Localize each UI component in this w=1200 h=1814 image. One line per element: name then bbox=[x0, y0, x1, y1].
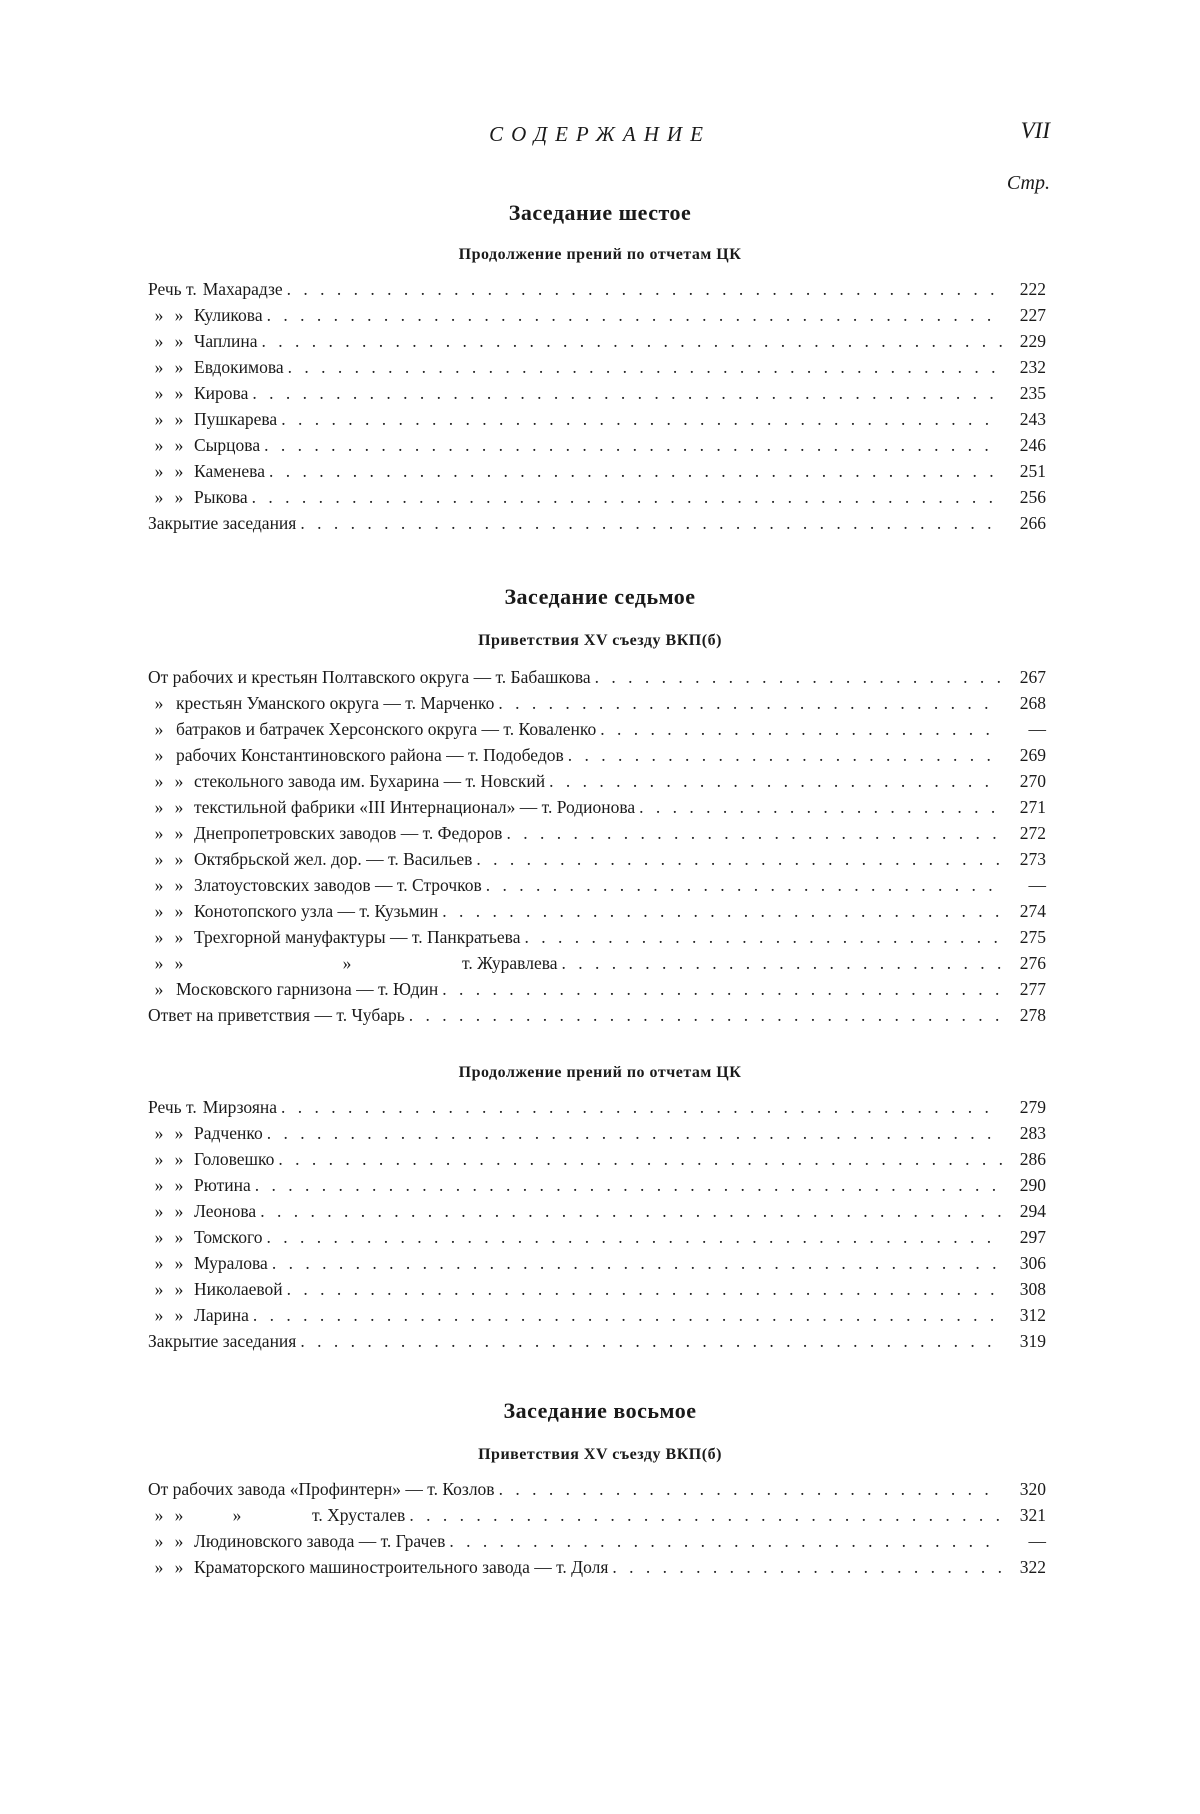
page-ref: 322 bbox=[1019, 1557, 1046, 1577]
running-title: СОДЕРЖАНИЕ bbox=[489, 122, 711, 146]
ditto-mark: » bbox=[174, 331, 184, 351]
toc-entry bbox=[148, 1094, 1046, 1120]
entry-title: Пушкарева bbox=[194, 409, 278, 429]
ditto-mark: » bbox=[154, 487, 164, 507]
page-ref: 321 bbox=[1019, 1505, 1046, 1525]
dot-leader bbox=[405, 1002, 1002, 1028]
ditto-mark: » bbox=[154, 435, 164, 455]
toc-entry bbox=[148, 1554, 1046, 1580]
toc-entry bbox=[148, 898, 1046, 924]
ditto-mark: » bbox=[154, 1175, 164, 1195]
dot-leader bbox=[591, 664, 1002, 690]
toc-entry bbox=[148, 432, 1046, 458]
page-ref: 286 bbox=[1019, 1149, 1046, 1169]
ditto-mark: » bbox=[174, 1253, 184, 1273]
toc-entry bbox=[148, 354, 1046, 380]
page-ref: 272 bbox=[1019, 823, 1046, 843]
entry-title: Московского гарнизона — т. Юдин bbox=[176, 979, 439, 999]
entry-title: Каменева bbox=[194, 461, 265, 481]
ditto-mark: » bbox=[174, 1149, 184, 1169]
entry-title: батраков и батрачек Херсонского округа — т. Коваленко bbox=[176, 719, 597, 739]
entry-title: Рыкова bbox=[194, 487, 248, 507]
entry-title: Закрытие заседания bbox=[148, 513, 297, 533]
page-ref: 275 bbox=[1019, 927, 1046, 947]
ditto-mark: » bbox=[154, 1149, 164, 1169]
page-ref: 269 bbox=[1019, 745, 1046, 765]
dot-leader bbox=[284, 354, 1002, 380]
ditto-mark: » bbox=[154, 357, 164, 377]
ditto-mark: » bbox=[154, 979, 164, 999]
entry-title: Евдокимова bbox=[194, 357, 284, 377]
dot-leader bbox=[502, 820, 1002, 846]
page-ref: 306 bbox=[1019, 1253, 1046, 1273]
ditto-mark: » bbox=[174, 435, 184, 455]
ditto-mark: » bbox=[174, 849, 184, 869]
ditto-mark: » bbox=[174, 901, 184, 921]
entry-title: Рютина bbox=[194, 1175, 251, 1195]
toc-entry bbox=[148, 380, 1046, 406]
page-ref: 227 bbox=[1019, 305, 1046, 325]
dot-leader bbox=[482, 872, 1002, 898]
subsection-title: Приветствия XV съезду ВКП(б) bbox=[478, 1446, 722, 1463]
toc-entry bbox=[148, 690, 1046, 716]
ditto-mark: » bbox=[174, 357, 184, 377]
toc-entry bbox=[148, 976, 1046, 1002]
ditto-mark: » bbox=[154, 953, 164, 973]
ditto-mark: » bbox=[154, 461, 164, 481]
page-ref: 235 bbox=[1019, 383, 1046, 403]
entry-title: Махарадзе bbox=[202, 279, 283, 299]
ditto-mark: » bbox=[154, 719, 164, 739]
dot-leader bbox=[265, 458, 1002, 484]
page-ref: 312 bbox=[1019, 1305, 1046, 1325]
ditto-mark: » bbox=[154, 1253, 164, 1273]
toc-entry bbox=[148, 794, 1046, 820]
entry-title: Людиновского завода — т. Грачев bbox=[194, 1531, 446, 1551]
page-ref: 268 bbox=[1019, 693, 1046, 713]
page-ref: — bbox=[1028, 719, 1046, 739]
page-ref: 276 bbox=[1019, 953, 1046, 973]
ditto-mark: » bbox=[174, 797, 184, 817]
entry-title: стекольного завода им. Бухарина — т. Новский bbox=[194, 771, 546, 791]
toc-entry bbox=[148, 510, 1046, 536]
ditto-mark: » bbox=[154, 1123, 164, 1143]
page-ref: — bbox=[1028, 875, 1046, 895]
entry-title: Закрытие заседания bbox=[148, 1331, 297, 1351]
ditto-mark: » bbox=[154, 1557, 164, 1577]
dot-leader bbox=[296, 1328, 1002, 1354]
entry-title: Муралова bbox=[194, 1253, 268, 1273]
entry-title: Конотопского узла — т. Кузьмин bbox=[194, 901, 439, 921]
toc-entry bbox=[148, 716, 1046, 742]
ditto-mark: » bbox=[154, 1505, 164, 1525]
dot-leader bbox=[248, 380, 1002, 406]
page-ref: 290 bbox=[1019, 1175, 1046, 1195]
toc-entry bbox=[148, 1302, 1046, 1328]
entry-title: Головешко bbox=[194, 1149, 275, 1169]
ditto-mark: » bbox=[174, 1175, 184, 1195]
page-ref: 251 bbox=[1019, 461, 1046, 481]
dot-leader bbox=[558, 950, 1002, 976]
entry-title: От рабочих и крестьян Полтавского округа — т. Бабашкова bbox=[148, 667, 591, 687]
page-ref: — bbox=[1028, 1531, 1046, 1551]
dot-leader bbox=[258, 328, 1002, 354]
ditto-mark: » bbox=[154, 305, 164, 325]
toc-entry bbox=[148, 406, 1046, 432]
page-ref: 243 bbox=[1019, 409, 1046, 429]
toc-list bbox=[148, 1094, 1046, 1354]
toc-entry bbox=[148, 1250, 1046, 1276]
toc-entry bbox=[148, 1224, 1046, 1250]
toc-entry bbox=[148, 1476, 1046, 1502]
entry-title: Чаплина bbox=[194, 331, 258, 351]
dot-leader bbox=[494, 690, 1002, 716]
dot-leader bbox=[251, 1172, 1002, 1198]
ditto-mark: » bbox=[154, 927, 164, 947]
dot-leader bbox=[268, 1250, 1002, 1276]
entry-title: Октябрьской жел. дор. — т. Васильев bbox=[194, 849, 473, 869]
ditto-mark: » bbox=[174, 875, 184, 895]
entry-title: Мирзояна bbox=[202, 1097, 278, 1117]
entry-prefix: Речь т. bbox=[148, 1097, 197, 1117]
ditto-mark: » bbox=[174, 771, 184, 791]
entry-title: Трехгорной мануфактуры — т. Панкратьева bbox=[194, 927, 521, 947]
page-ref: 256 bbox=[1019, 487, 1046, 507]
ditto-mark: » bbox=[174, 1123, 184, 1143]
ditto-mark: » bbox=[232, 1505, 242, 1525]
page-ref: 267 bbox=[1019, 667, 1046, 687]
ditto-mark: » bbox=[174, 823, 184, 843]
page-ref: 278 bbox=[1019, 1005, 1046, 1025]
page-ref: 273 bbox=[1019, 849, 1046, 869]
toc-entry bbox=[148, 846, 1046, 872]
toc-list bbox=[148, 1476, 1046, 1580]
toc-entry bbox=[148, 1172, 1046, 1198]
ditto-mark: » bbox=[174, 927, 184, 947]
entry-title: Златоустовских заводов — т. Строчков bbox=[194, 875, 482, 895]
dot-leader bbox=[635, 794, 1002, 820]
entry-title: Радченко bbox=[194, 1123, 263, 1143]
dot-leader bbox=[564, 742, 1002, 768]
toc-list bbox=[148, 276, 1046, 536]
subsection-title: Продолжение прений по отчетам ЦК bbox=[458, 246, 742, 263]
ditto-mark: » bbox=[154, 823, 164, 843]
dot-leader bbox=[495, 1476, 1002, 1502]
page-ref: 320 bbox=[1019, 1479, 1046, 1499]
dot-leader bbox=[248, 484, 1002, 510]
dot-leader bbox=[520, 924, 1002, 950]
dot-leader bbox=[438, 898, 1002, 924]
page-ref: 308 bbox=[1019, 1279, 1046, 1299]
toc-entry bbox=[148, 664, 1046, 690]
ditto-mark: » bbox=[174, 305, 184, 325]
ditto-mark: » bbox=[154, 797, 164, 817]
dot-leader bbox=[545, 768, 1002, 794]
entry-title: Днепропетровских заводов — т. Федоров bbox=[194, 823, 503, 843]
toc-entry bbox=[148, 950, 1046, 976]
ditto-mark: » bbox=[154, 745, 164, 765]
page-ref: 277 bbox=[1019, 979, 1046, 999]
ditto-mark: » bbox=[174, 1201, 184, 1221]
ditto-mark: » bbox=[174, 487, 184, 507]
entry-title: Краматорского машиностроительного завода — т. Доля bbox=[194, 1557, 609, 1577]
toc-entry bbox=[148, 1198, 1046, 1224]
ditto-mark: » bbox=[174, 1279, 184, 1299]
entry-title: текстильной фабрики «III Интернационал» — т. Родионова bbox=[194, 797, 636, 817]
toc-entry bbox=[148, 1502, 1046, 1528]
dot-leader bbox=[277, 1094, 1002, 1120]
entry-title: крестьян Уманского округа — т. Марченко bbox=[176, 693, 495, 713]
pages-column-label: Стр. bbox=[1006, 172, 1050, 194]
page-ref: 271 bbox=[1019, 797, 1046, 817]
dot-leader bbox=[274, 1146, 1002, 1172]
dot-leader bbox=[283, 276, 1002, 302]
toc-entry bbox=[148, 1120, 1046, 1146]
ditto-mark: » bbox=[174, 1557, 184, 1577]
entry-title: Сырцова bbox=[194, 435, 261, 455]
toc-entry bbox=[148, 1146, 1046, 1172]
ditto-mark: » bbox=[342, 953, 352, 973]
page-ref: 229 bbox=[1019, 331, 1046, 351]
entry-title: Куликова bbox=[194, 305, 263, 325]
ditto-mark: » bbox=[174, 1227, 184, 1247]
entry-title: Николаевой bbox=[194, 1279, 283, 1299]
entry-title: Кирова bbox=[194, 383, 249, 403]
dot-leader bbox=[263, 1224, 1003, 1250]
entry-title: рабочих Константиновского района — т. Подобедов bbox=[176, 745, 564, 765]
dot-leader bbox=[296, 510, 1002, 536]
dot-leader bbox=[445, 1528, 1002, 1554]
toc-entry bbox=[148, 484, 1046, 510]
entry-title: Ответ на приветствия — т. Чубарь bbox=[148, 1005, 405, 1025]
ditto-mark: » bbox=[154, 1227, 164, 1247]
entry-title: т. Хрусталев bbox=[312, 1505, 406, 1525]
ditto-mark: » bbox=[154, 1531, 164, 1551]
dot-leader bbox=[277, 406, 1002, 432]
toc-entry bbox=[148, 768, 1046, 794]
page-ref: 222 bbox=[1019, 279, 1046, 299]
dot-leader bbox=[283, 1276, 1002, 1302]
toc-entry bbox=[148, 328, 1046, 354]
ditto-mark: » bbox=[154, 1305, 164, 1325]
ditto-mark: » bbox=[174, 409, 184, 429]
page-ref: 294 bbox=[1019, 1201, 1046, 1221]
toc-entry bbox=[148, 302, 1046, 328]
dot-leader bbox=[438, 976, 1002, 1002]
dot-leader bbox=[608, 1554, 1002, 1580]
entry-title: Леонова bbox=[194, 1201, 257, 1221]
toc-entry bbox=[148, 820, 1046, 846]
section-title-7: Заседание седьмое bbox=[504, 584, 696, 609]
ditto-mark: » bbox=[154, 771, 164, 791]
ditto-mark: » bbox=[154, 875, 164, 895]
page-ref: 297 bbox=[1019, 1227, 1046, 1247]
toc-entry bbox=[148, 742, 1046, 768]
toc-entry bbox=[148, 1002, 1046, 1028]
page-ref: 232 bbox=[1019, 357, 1046, 377]
toc-entry bbox=[148, 1528, 1046, 1554]
page-ref: 283 bbox=[1019, 1123, 1046, 1143]
dot-leader bbox=[263, 1120, 1002, 1146]
page-ref: 319 bbox=[1019, 1331, 1046, 1351]
page-number: VII bbox=[1020, 118, 1050, 143]
ditto-mark: » bbox=[174, 1305, 184, 1325]
ditto-mark: » bbox=[174, 953, 184, 973]
page-ref: 274 bbox=[1019, 901, 1046, 921]
section-title-6: Заседание шестое bbox=[508, 200, 692, 225]
toc-entry bbox=[148, 276, 1046, 302]
page-ref: 279 bbox=[1019, 1097, 1046, 1117]
ditto-mark: » bbox=[154, 901, 164, 921]
ditto-mark: » bbox=[154, 383, 164, 403]
toc-entry bbox=[148, 1328, 1046, 1354]
entry-title: т. Журавлева bbox=[462, 953, 558, 973]
ditto-mark: » bbox=[174, 1531, 184, 1551]
dot-leader bbox=[405, 1502, 1002, 1528]
page-ref: 246 bbox=[1019, 435, 1046, 455]
entry-prefix: Речь т. bbox=[148, 279, 197, 299]
dot-leader bbox=[263, 302, 1002, 328]
entry-title: От рабочих завода «Профинтерн» — т. Козлов bbox=[148, 1479, 495, 1499]
ditto-mark: » bbox=[174, 1505, 184, 1525]
dot-leader bbox=[249, 1302, 1002, 1328]
section-title-8: Заседание восьмое bbox=[503, 1398, 697, 1423]
page-ref: 270 bbox=[1019, 771, 1046, 791]
ditto-mark: » bbox=[154, 693, 164, 713]
dot-leader bbox=[260, 432, 1002, 458]
running-head bbox=[0, 118, 1200, 158]
subsection-title: Продолжение прений по отчетам ЦК bbox=[458, 1064, 742, 1081]
dot-leader bbox=[596, 716, 1002, 742]
ditto-mark: » bbox=[154, 1201, 164, 1221]
ditto-mark: » bbox=[154, 849, 164, 869]
subsection-title: Приветствия XV съезду ВКП(б) bbox=[478, 632, 722, 649]
page-ref: 266 bbox=[1019, 513, 1046, 533]
toc-list bbox=[148, 664, 1046, 1028]
entry-title: Томского bbox=[194, 1227, 263, 1247]
ditto-mark: » bbox=[174, 383, 184, 403]
toc-entry bbox=[148, 924, 1046, 950]
dot-leader bbox=[472, 846, 1002, 872]
ditto-mark: » bbox=[174, 461, 184, 481]
toc-entry bbox=[148, 1276, 1046, 1302]
ditto-mark: » bbox=[154, 409, 164, 429]
toc-entry bbox=[148, 872, 1046, 898]
dot-leader bbox=[256, 1198, 1002, 1224]
ditto-mark: » bbox=[154, 1279, 164, 1299]
entry-title: Ларина bbox=[194, 1305, 249, 1325]
toc-entry bbox=[148, 458, 1046, 484]
ditto-mark: » bbox=[154, 331, 164, 351]
